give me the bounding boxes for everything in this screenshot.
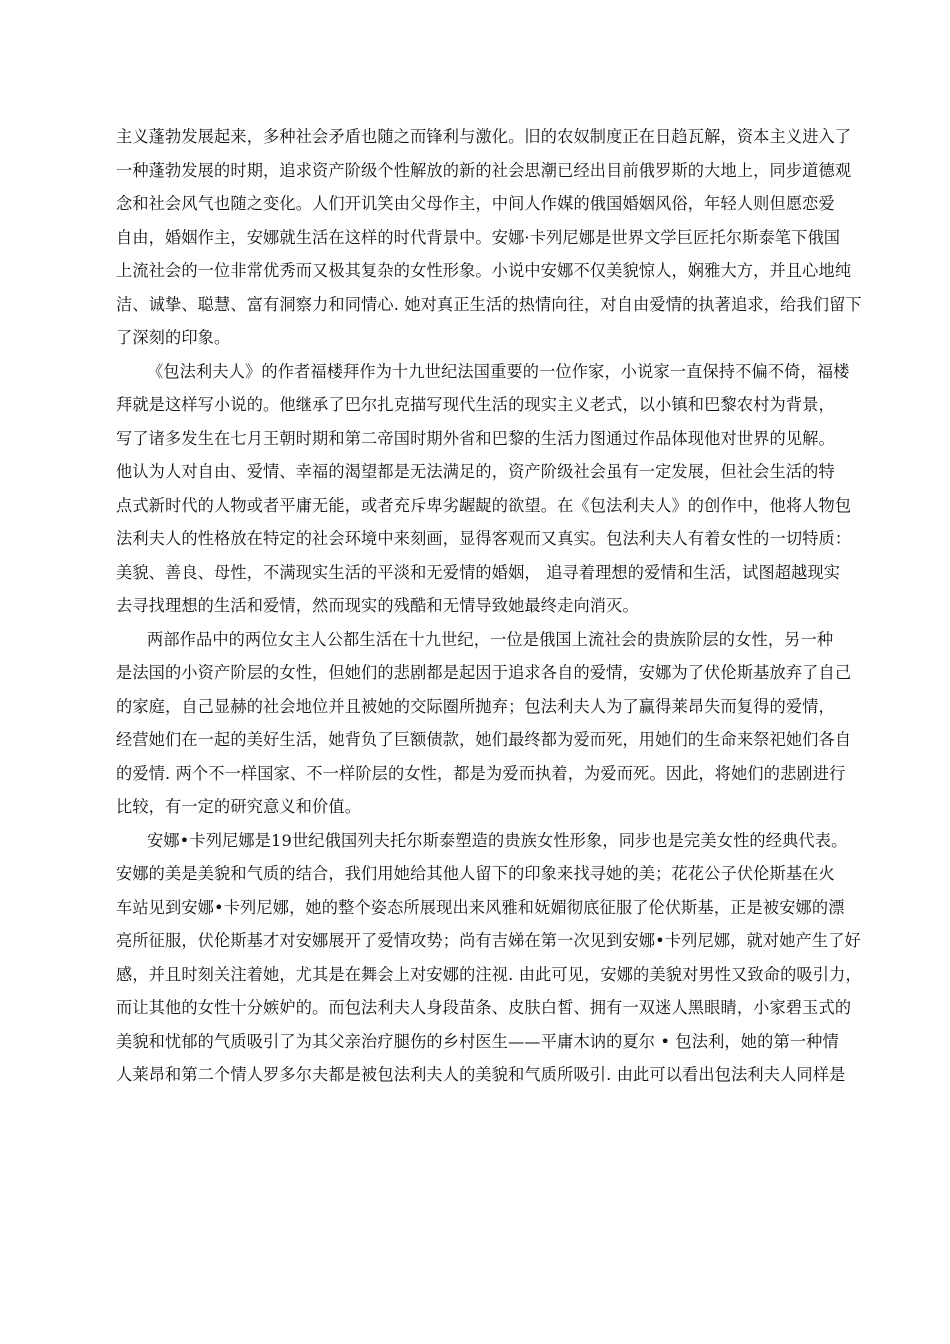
text-line: 一种蓬勃发展的时期，追求资产阶级个性解放的新的社会思潮已经出目前俄罗斯的大地上，同步道德观 xyxy=(116,160,852,180)
text-line: 经营她们在一起的美好生活，她背负了巨额债款，她们最终都为爱而死，用她们的生命来祭祀她们各自 xyxy=(116,730,852,749)
text-line: 感，并且时刻关注着她，尤其是在舞会上对安娜的注视. 由此可见，安娜的美貌对男性又致命的吸引力， xyxy=(116,964,862,984)
text-line: 上流社会的一位非常优秀而又极其复杂的女性形象。小说中安娜不仅美貌惊人，娴雅大方，并且心地纯 xyxy=(116,261,852,280)
text-line: 洁、诚挚、聪慧、富有洞察力和同情心. 她对真正生活的热情向往，对自由爱情的执著追求，给我们留下 xyxy=(116,294,862,314)
text-line: 主义蓬勃发展起来，多种社会矛盾也随之而锋利与激化。旧的农奴制度正在日趋瓦解，资本主义进入了 xyxy=(116,127,852,146)
text-line: 的爱情. 两个不一样国家、不一样阶层的女性，都是为爱而执着，为爱而死。因此，将她们的悲剧进行 xyxy=(116,763,846,783)
text-line: 而让其他的女性十分嫉妒的。而包法利夫人身段苗条、皮肤白皙、拥有一双迷人黑眼睛，小家碧玉式的 xyxy=(116,998,852,1017)
text-line: 法利夫人的性格放在特定的社会环境中来刻画，显得客观而又真实。包法利夫人有着女性的一切特质： xyxy=(116,529,852,548)
paragraph-first-line: 《包法利夫人》的作者福楼拜作为十九世纪法国重要的一位作家，小说家一直保持不偏不倚，福楼 xyxy=(147,361,850,381)
text-line: 念和社会风气也随之变化。人们开讥笑由父母作主，中间人作媒的俄国婚姻风俗，年轻人则但愿恋爱 xyxy=(116,194,835,213)
text-line: 他认为人对自由、爱情、幸福的渴望都是无法满足的，资产阶级社会虽有一定发展，但社会生活的特 xyxy=(116,462,835,481)
text-line: 去寻找理想的生活和爱情，然而现实的残酷和无情导致她最终走向消灭。 xyxy=(116,596,639,615)
paragraph-first-line: 安娜•卡列尼娜是19世纪俄国列夫托尔斯泰塑造的贵族女性形象，同步也是完美女性的经典代表。 xyxy=(147,830,848,850)
text-line: 美貌、善良、母性，不满现实生活的平淡和无爱情的婚姻， 追寻着理想的爱情和生活，试图超越现实 xyxy=(116,562,841,582)
paragraph-first-line: 两部作品中的两位女主人公都生活在十九世纪，一位是俄国上流社会的贵族阶层的女性，另一种 xyxy=(147,629,834,649)
text-line: 是法国的小资产阶层的女性，但她们的悲剧都是起因于追求各自的爱情，安娜为了伏伦斯基放弃了自己 xyxy=(116,663,852,682)
text-line: 亮所征服，伏伦斯基才对安娜展开了爱情攻势；尚有吉娣在第一次见到安娜•卡列尼娜，就对她产生了好 xyxy=(116,931,861,950)
text-line: 车站见到安娜•卡列尼娜，她的整个姿态所展现出来风雅和妩媚彻底征服了伦伏斯基，正是被安娜的漂 xyxy=(116,897,845,917)
body-text xyxy=(116,120,876,1092)
text-line: 点式新时代的人物或者平庸无能，或者充斥卑劣龌龊的欲望。在《包法利夫人》的创作中，他将人物包 xyxy=(116,495,852,515)
text-line: 拜就是这样写小说的。他继承了巴尔扎克描写现代生活的现实主义老式，以小镇和巴黎农村为背景， xyxy=(116,395,835,414)
text-line: 安娜的美是美貌和气质的结合，我们用她给其他人留下的印象来找寻她的美；花花公子伏伦斯基在火 xyxy=(116,864,835,883)
text-line: 比较，有一定的研究意义和价值。 xyxy=(116,797,362,816)
text-line: 人莱昂和第二个情人罗多尔夫都是被包法利夫人的美貌和气质所吸引. 由此可以看出包法利夫人同样是 xyxy=(116,1065,846,1084)
text-line: 的家庭，自己显赫的社会地位并且被她的交际圈所抛弃；包法利夫人为了赢得莱昂失而复得的爱情， xyxy=(116,696,835,716)
text-line: 写了诸多发生在七月王朝时期和第二帝国时期外省和巴黎的生活力图通过作品体现他对世界的见解。 xyxy=(116,428,835,448)
text-line: 自由，婚姻作主，安娜就生活在这样的时代背景中。安娜·卡列尼娜是世界文学巨匠托尔斯泰笔下俄国 xyxy=(116,227,841,247)
text-line: 美貌和忧郁的气质吸引了为其父亲治疗腿伤的乡村医生——平庸木讷的夏尔 • 包法利，她的第一种情 xyxy=(116,1031,839,1051)
text-line: 了深刻的印象。 xyxy=(116,328,231,347)
